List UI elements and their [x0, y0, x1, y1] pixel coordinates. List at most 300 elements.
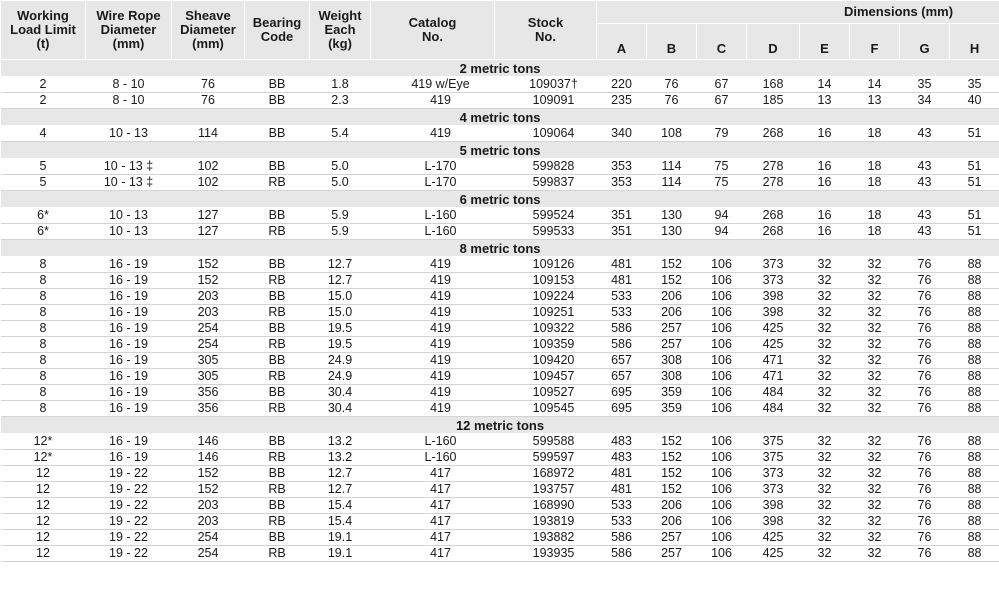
cell-bearing-code: BB: [245, 385, 310, 401]
cell-dim-h: 88: [950, 385, 999, 401]
cell-wire-rope-diameter: 10 - 13: [86, 126, 172, 142]
cell-dim-b: 206: [647, 498, 697, 514]
cell-working-load-limit: 6*: [1, 208, 86, 224]
cell-catalog-no: L-160: [371, 208, 495, 224]
cell-catalog-no: L-170: [371, 159, 495, 175]
cell-dim-h: 88: [950, 514, 999, 530]
cell-dim-h: 88: [950, 337, 999, 353]
cell-weight-each: 15.4: [310, 514, 371, 530]
cell-bearing-code: BB: [245, 208, 310, 224]
cell-working-load-limit: 8: [1, 321, 86, 337]
cell-catalog-no: 419: [371, 337, 495, 353]
cell-dim-e: 32: [800, 337, 850, 353]
cell-sheave-diameter: 254: [172, 546, 245, 562]
cell-dim-e: 16: [800, 159, 850, 175]
cell-catalog-no: 419: [371, 305, 495, 321]
cell-wire-rope-diameter: 16 - 19: [86, 337, 172, 353]
cell-dim-a: 220: [597, 77, 647, 93]
cell-dim-h: 51: [950, 224, 999, 240]
table-row: [1, 450, 999, 466]
table-row: [1, 482, 999, 498]
table-row: [1, 337, 999, 353]
table-row: [1, 498, 999, 514]
cell-stock-no: 109457: [495, 369, 597, 385]
cell-dim-c: 106: [697, 466, 747, 482]
cell-dim-g: 76: [900, 401, 950, 417]
cell-dim-h: 88: [950, 530, 999, 546]
cell-catalog-no: L-170: [371, 175, 495, 191]
cell-dim-f: 32: [850, 401, 900, 417]
table-row: [1, 530, 999, 546]
cell-dim-e: 32: [800, 385, 850, 401]
cell-dim-g: 76: [900, 466, 950, 482]
cell-dim-d: 168: [747, 77, 800, 93]
cell-dim-g: 43: [900, 224, 950, 240]
cell-sheave-diameter: 203: [172, 289, 245, 305]
cell-dim-f: 32: [850, 514, 900, 530]
cell-bearing-code: RB: [245, 482, 310, 498]
cell-dim-b: 114: [647, 159, 697, 175]
cell-wire-rope-diameter: 16 - 19: [86, 321, 172, 337]
cell-dim-c: 106: [697, 482, 747, 498]
cell-bearing-code: BB: [245, 466, 310, 482]
cell-dim-g: 43: [900, 159, 950, 175]
table-row: [1, 126, 999, 142]
cell-bearing-code: RB: [245, 401, 310, 417]
cell-working-load-limit: 12: [1, 514, 86, 530]
cell-wire-rope-diameter: 16 - 19: [86, 273, 172, 289]
cell-working-load-limit: 12: [1, 546, 86, 562]
cell-dim-g: 43: [900, 175, 950, 191]
cell-dim-f: 32: [850, 337, 900, 353]
cell-dim-d: 398: [747, 305, 800, 321]
cell-dim-b: 257: [647, 321, 697, 337]
cell-dim-f: 32: [850, 546, 900, 562]
cell-working-load-limit: 8: [1, 369, 86, 385]
cell-dim-f: 32: [850, 498, 900, 514]
cell-weight-each: 19.5: [310, 321, 371, 337]
cell-dim-h: 88: [950, 466, 999, 482]
cell-catalog-no: 419: [371, 321, 495, 337]
cell-dim-b: 76: [647, 77, 697, 93]
cell-dim-d: 425: [747, 546, 800, 562]
cell-catalog-no: 419: [371, 385, 495, 401]
cell-dim-a: 351: [597, 224, 647, 240]
cell-dim-g: 76: [900, 434, 950, 450]
cell-dim-b: 152: [647, 466, 697, 482]
cell-dim-e: 13: [800, 93, 850, 109]
cell-catalog-no: 419: [371, 401, 495, 417]
cell-dim-d: 278: [747, 159, 800, 175]
cell-weight-each: 2.3: [310, 93, 371, 109]
header-weight-each: Weight Each (kg): [310, 1, 371, 60]
cell-catalog-no: L-160: [371, 224, 495, 240]
cell-bearing-code: BB: [245, 498, 310, 514]
cell-dim-c: 75: [697, 159, 747, 175]
cell-sheave-diameter: 152: [172, 273, 245, 289]
cell-catalog-no: 419: [371, 273, 495, 289]
cell-dim-d: 471: [747, 353, 800, 369]
cell-stock-no: 193819: [495, 514, 597, 530]
cell-catalog-no: 419 w/Eye: [371, 77, 495, 93]
cell-dim-e: 16: [800, 224, 850, 240]
table-row: [1, 514, 999, 530]
table-row: [1, 321, 999, 337]
header-dim-b: B: [647, 24, 697, 60]
table-row: [1, 208, 999, 224]
cell-dim-c: 106: [697, 385, 747, 401]
cell-bearing-code: BB: [245, 434, 310, 450]
header-wire-rope-diameter: Wire Rope Diameter (mm): [86, 1, 172, 60]
cell-dim-g: 76: [900, 369, 950, 385]
cell-dim-h: 88: [950, 321, 999, 337]
cell-catalog-no: 419: [371, 93, 495, 109]
cell-dim-a: 533: [597, 514, 647, 530]
table-row: [1, 93, 999, 109]
cell-dim-a: 351: [597, 208, 647, 224]
cell-stock-no: 109037†: [495, 77, 597, 93]
cell-dim-c: 106: [697, 305, 747, 321]
cell-dim-d: 484: [747, 401, 800, 417]
table-row: [1, 546, 999, 562]
cell-dim-e: 32: [800, 369, 850, 385]
cell-working-load-limit: 12: [1, 498, 86, 514]
cell-bearing-code: RB: [245, 369, 310, 385]
cell-sheave-diameter: 152: [172, 257, 245, 273]
cell-dim-h: 88: [950, 498, 999, 514]
cell-working-load-limit: 8: [1, 337, 86, 353]
cell-stock-no: 109251: [495, 305, 597, 321]
table-row: [1, 159, 999, 175]
cell-wire-rope-diameter: 16 - 19: [86, 369, 172, 385]
cell-dim-f: 32: [850, 305, 900, 321]
cell-wire-rope-diameter: 10 - 13: [86, 208, 172, 224]
cell-dim-g: 76: [900, 482, 950, 498]
cell-dim-f: 18: [850, 208, 900, 224]
cell-dim-f: 13: [850, 93, 900, 109]
cell-dim-c: 94: [697, 224, 747, 240]
cell-dim-e: 32: [800, 546, 850, 562]
header-dimensions: Dimensions (mm): [597, 1, 999, 24]
cell-dim-b: 152: [647, 450, 697, 466]
cell-dim-h: 88: [950, 289, 999, 305]
cell-dim-c: 106: [697, 401, 747, 417]
cell-working-load-limit: 8: [1, 305, 86, 321]
section-title: 8 metric tons: [1, 240, 999, 257]
cell-catalog-no: 417: [371, 498, 495, 514]
cell-wire-rope-diameter: 19 - 22: [86, 514, 172, 530]
cell-weight-each: 5.4: [310, 126, 371, 142]
cell-dim-e: 16: [800, 208, 850, 224]
cell-dim-d: 373: [747, 273, 800, 289]
cell-stock-no: 599828: [495, 159, 597, 175]
cell-stock-no: 109322: [495, 321, 597, 337]
cell-bearing-code: BB: [245, 321, 310, 337]
cell-dim-b: 308: [647, 353, 697, 369]
cell-stock-no: 193935: [495, 546, 597, 562]
cell-bearing-code: BB: [245, 126, 310, 142]
section-title: 2 metric tons: [1, 60, 999, 77]
cell-dim-f: 18: [850, 159, 900, 175]
cell-weight-each: 24.9: [310, 353, 371, 369]
cell-dim-b: 130: [647, 208, 697, 224]
cell-dim-d: 373: [747, 482, 800, 498]
cell-dim-b: 206: [647, 514, 697, 530]
cell-working-load-limit: 2: [1, 93, 86, 109]
cell-dim-a: 657: [597, 369, 647, 385]
cell-stock-no: 599588: [495, 434, 597, 450]
cell-dim-e: 32: [800, 434, 850, 450]
cell-weight-each: 15.4: [310, 498, 371, 514]
cell-weight-each: 30.4: [310, 401, 371, 417]
cell-catalog-no: 419: [371, 289, 495, 305]
cell-stock-no: 109545: [495, 401, 597, 417]
cell-dim-e: 32: [800, 305, 850, 321]
cell-dim-b: 114: [647, 175, 697, 191]
cell-weight-each: 12.7: [310, 273, 371, 289]
cell-dim-g: 43: [900, 126, 950, 142]
cell-stock-no: 599524: [495, 208, 597, 224]
cell-bearing-code: BB: [245, 93, 310, 109]
cell-wire-rope-diameter: 16 - 19: [86, 289, 172, 305]
cell-sheave-diameter: 76: [172, 77, 245, 93]
cell-dim-e: 32: [800, 353, 850, 369]
header-stock-no: Stock No.: [495, 1, 597, 60]
cell-dim-g: 76: [900, 289, 950, 305]
cell-stock-no: 109064: [495, 126, 597, 142]
cell-working-load-limit: 4: [1, 126, 86, 142]
cell-dim-b: 359: [647, 401, 697, 417]
cell-weight-each: 5.0: [310, 175, 371, 191]
cell-dim-e: 32: [800, 273, 850, 289]
cell-stock-no: 109420: [495, 353, 597, 369]
cell-dim-f: 32: [850, 257, 900, 273]
cell-stock-no: 599533: [495, 224, 597, 240]
cell-dim-d: 425: [747, 321, 800, 337]
cell-dim-b: 308: [647, 369, 697, 385]
cell-dim-e: 32: [800, 450, 850, 466]
header-dim-h: H: [950, 24, 999, 60]
cell-dim-a: 586: [597, 321, 647, 337]
cell-dim-c: 106: [697, 546, 747, 562]
cell-dim-g: 43: [900, 208, 950, 224]
cell-dim-b: 152: [647, 273, 697, 289]
cell-dim-a: 586: [597, 337, 647, 353]
cell-dim-h: 88: [950, 434, 999, 450]
cell-sheave-diameter: 102: [172, 175, 245, 191]
cell-dim-c: 67: [697, 77, 747, 93]
cell-dim-a: 340: [597, 126, 647, 142]
cell-dim-d: 373: [747, 466, 800, 482]
cell-weight-each: 24.9: [310, 369, 371, 385]
cell-dim-d: 373: [747, 257, 800, 273]
cell-dim-a: 483: [597, 434, 647, 450]
cell-working-load-limit: 12: [1, 466, 86, 482]
cell-working-load-limit: 8: [1, 385, 86, 401]
cell-dim-a: 481: [597, 466, 647, 482]
cell-working-load-limit: 12: [1, 482, 86, 498]
cell-bearing-code: BB: [245, 353, 310, 369]
cell-wire-rope-diameter: 19 - 22: [86, 546, 172, 562]
cell-dim-f: 32: [850, 321, 900, 337]
cell-dim-e: 16: [800, 126, 850, 142]
cell-working-load-limit: 8: [1, 401, 86, 417]
cell-weight-each: 19.5: [310, 337, 371, 353]
section-header-row: [1, 142, 999, 159]
cell-dim-g: 76: [900, 385, 950, 401]
cell-dim-b: 257: [647, 546, 697, 562]
cell-wire-rope-diameter: 8 - 10: [86, 77, 172, 93]
cell-working-load-limit: 12*: [1, 434, 86, 450]
header-dim-e: E: [800, 24, 850, 60]
cell-catalog-no: L-160: [371, 434, 495, 450]
cell-wire-rope-diameter: 10 - 13: [86, 224, 172, 240]
cell-dim-f: 18: [850, 224, 900, 240]
cell-dim-d: 278: [747, 175, 800, 191]
cell-bearing-code: RB: [245, 450, 310, 466]
cell-wire-rope-diameter: 19 - 22: [86, 530, 172, 546]
cell-wire-rope-diameter: 19 - 22: [86, 466, 172, 482]
cell-dim-h: 88: [950, 401, 999, 417]
cell-dim-b: 257: [647, 337, 697, 353]
cell-dim-g: 76: [900, 450, 950, 466]
cell-weight-each: 19.1: [310, 530, 371, 546]
cell-wire-rope-diameter: 10 - 13 ‡: [86, 159, 172, 175]
cell-dim-g: 35: [900, 77, 950, 93]
table-row: [1, 273, 999, 289]
cell-dim-e: 14: [800, 77, 850, 93]
cell-dim-c: 106: [697, 273, 747, 289]
header-working-load-limit: Working Load Limit (t): [1, 1, 86, 60]
cell-dim-f: 32: [850, 450, 900, 466]
cell-dim-d: 398: [747, 514, 800, 530]
section-header-row: [1, 109, 999, 126]
cell-wire-rope-diameter: 16 - 19: [86, 434, 172, 450]
cell-dim-g: 76: [900, 498, 950, 514]
cell-stock-no: 109527: [495, 385, 597, 401]
cell-weight-each: 15.0: [310, 305, 371, 321]
table-row: [1, 257, 999, 273]
table-row: [1, 77, 999, 93]
cell-wire-rope-diameter: 16 - 19: [86, 450, 172, 466]
cell-working-load-limit: 5: [1, 159, 86, 175]
cell-bearing-code: BB: [245, 530, 310, 546]
cell-bearing-code: RB: [245, 273, 310, 289]
cell-dim-c: 67: [697, 93, 747, 109]
table-row: [1, 434, 999, 450]
cell-dim-h: 51: [950, 159, 999, 175]
cell-dim-a: 586: [597, 530, 647, 546]
cell-wire-rope-diameter: 16 - 19: [86, 305, 172, 321]
cell-dim-b: 257: [647, 530, 697, 546]
cell-stock-no: 193757: [495, 482, 597, 498]
cell-dim-c: 79: [697, 126, 747, 142]
cell-dim-g: 76: [900, 321, 950, 337]
section-title: 6 metric tons: [1, 191, 999, 208]
header-dim-c: C: [697, 24, 747, 60]
cell-dim-b: 130: [647, 224, 697, 240]
cell-dim-a: 481: [597, 257, 647, 273]
cell-dim-e: 32: [800, 498, 850, 514]
table-row: [1, 466, 999, 482]
cell-dim-c: 106: [697, 434, 747, 450]
cell-dim-c: 75: [697, 175, 747, 191]
cell-stock-no: 193882: [495, 530, 597, 546]
cell-dim-a: 657: [597, 353, 647, 369]
cell-dim-a: 695: [597, 401, 647, 417]
cell-dim-c: 106: [697, 321, 747, 337]
cell-catalog-no: L-160: [371, 450, 495, 466]
cell-stock-no: 109091: [495, 93, 597, 109]
cell-dim-e: 32: [800, 482, 850, 498]
cell-dim-g: 76: [900, 353, 950, 369]
cell-working-load-limit: 12: [1, 530, 86, 546]
cell-dim-a: 533: [597, 305, 647, 321]
cell-dim-c: 106: [697, 337, 747, 353]
cell-bearing-code: BB: [245, 257, 310, 273]
cell-dim-c: 106: [697, 353, 747, 369]
section-header-row: [1, 417, 999, 434]
header-dim-d: D: [747, 24, 800, 60]
cell-bearing-code: RB: [245, 305, 310, 321]
cell-dim-f: 32: [850, 289, 900, 305]
cell-dim-c: 106: [697, 257, 747, 273]
cell-dim-c: 106: [697, 498, 747, 514]
cell-dim-a: 353: [597, 159, 647, 175]
cell-dim-g: 76: [900, 273, 950, 289]
cell-sheave-diameter: 203: [172, 305, 245, 321]
cell-sheave-diameter: 254: [172, 321, 245, 337]
cell-sheave-diameter: 203: [172, 514, 245, 530]
header-sheave-diameter: Sheave Diameter (mm): [172, 1, 245, 60]
cell-dim-g: 76: [900, 530, 950, 546]
cell-weight-each: 5.0: [310, 159, 371, 175]
cell-bearing-code: BB: [245, 289, 310, 305]
cell-dim-b: 152: [647, 482, 697, 498]
cell-dim-a: 235: [597, 93, 647, 109]
table-row: [1, 305, 999, 321]
cell-dim-a: 353: [597, 175, 647, 191]
cell-weight-each: 15.0: [310, 289, 371, 305]
cell-dim-d: 268: [747, 208, 800, 224]
cell-dim-f: 18: [850, 175, 900, 191]
cell-wire-rope-diameter: 16 - 19: [86, 385, 172, 401]
cell-dim-f: 32: [850, 273, 900, 289]
cell-dim-h: 88: [950, 305, 999, 321]
cell-dim-e: 16: [800, 175, 850, 191]
cell-sheave-diameter: 356: [172, 385, 245, 401]
cell-weight-each: 5.9: [310, 208, 371, 224]
cell-catalog-no: 419: [371, 126, 495, 142]
cell-dim-b: 76: [647, 93, 697, 109]
cell-dim-h: 88: [950, 450, 999, 466]
cell-catalog-no: 419: [371, 369, 495, 385]
cell-stock-no: 599597: [495, 450, 597, 466]
cell-bearing-code: RB: [245, 337, 310, 353]
header-dim-f: F: [850, 24, 900, 60]
section-header-row: [1, 240, 999, 257]
cell-dim-h: 51: [950, 175, 999, 191]
cell-dim-f: 32: [850, 530, 900, 546]
cell-sheave-diameter: 146: [172, 434, 245, 450]
cell-bearing-code: RB: [245, 514, 310, 530]
cell-dim-c: 106: [697, 514, 747, 530]
table-row: [1, 385, 999, 401]
cell-dim-f: 18: [850, 126, 900, 142]
cell-dim-d: 185: [747, 93, 800, 109]
cell-dim-h: 88: [950, 353, 999, 369]
cell-bearing-code: RB: [245, 546, 310, 562]
